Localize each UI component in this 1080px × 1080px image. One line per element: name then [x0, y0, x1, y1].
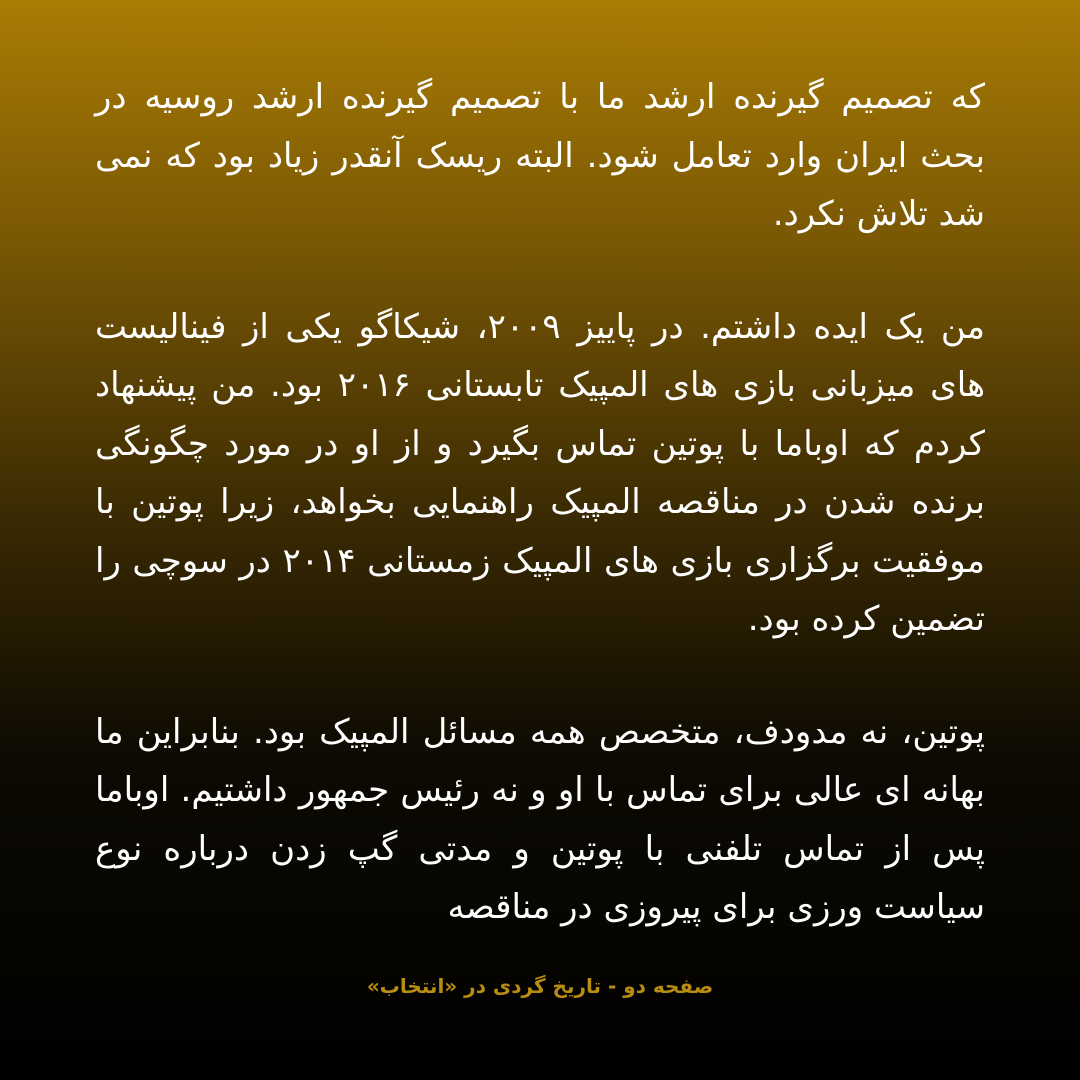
page-footer: صفحه دو - تاریخ گردی در «انتخاب» — [366, 974, 714, 998]
paragraph-1: که تصمیم گیرنده ارشد ما با تصمیم گیرنده ارشد روسیه در بحث ایران وارد تعامل شود. البته ریسک آنقدر زیاد بود که نمی شد تلاش نکرد. — [95, 77, 985, 234]
paragraph-3: پوتین، نه مدودف، متخصص همه مسائل المپیک بود. بنابراین ما بهانه ای عالی برای تماس با او و نه رئیس جمهور داشتیم. اوباما پس از تماس تلفنی با پوتین و مدتی گپ زدن درباره نوع سیاست ورزی برای پیروزی در مناقصه — [95, 711, 985, 927]
article-body — [95, 68, 985, 991]
paragraph-2: من یک ایده داشتم. در پاییز ۲۰۰۹، شیکاگو یکی از فینالیست های میزبانی بازی های المپیک تابستانی ۲۰۱۶ بود. من پیشنهاد کردم که اوباما با پوتین تماس بگیرد و از او در مورد چگونگی برنده شدن در مناقصه المپیک راهنمایی بخواهد، زیرا پوتین با موفقیت برگزاری بازی های المپیک زمستانی ۲۰۱۴ در سوچی را تضمین کرده بود. — [95, 306, 986, 639]
